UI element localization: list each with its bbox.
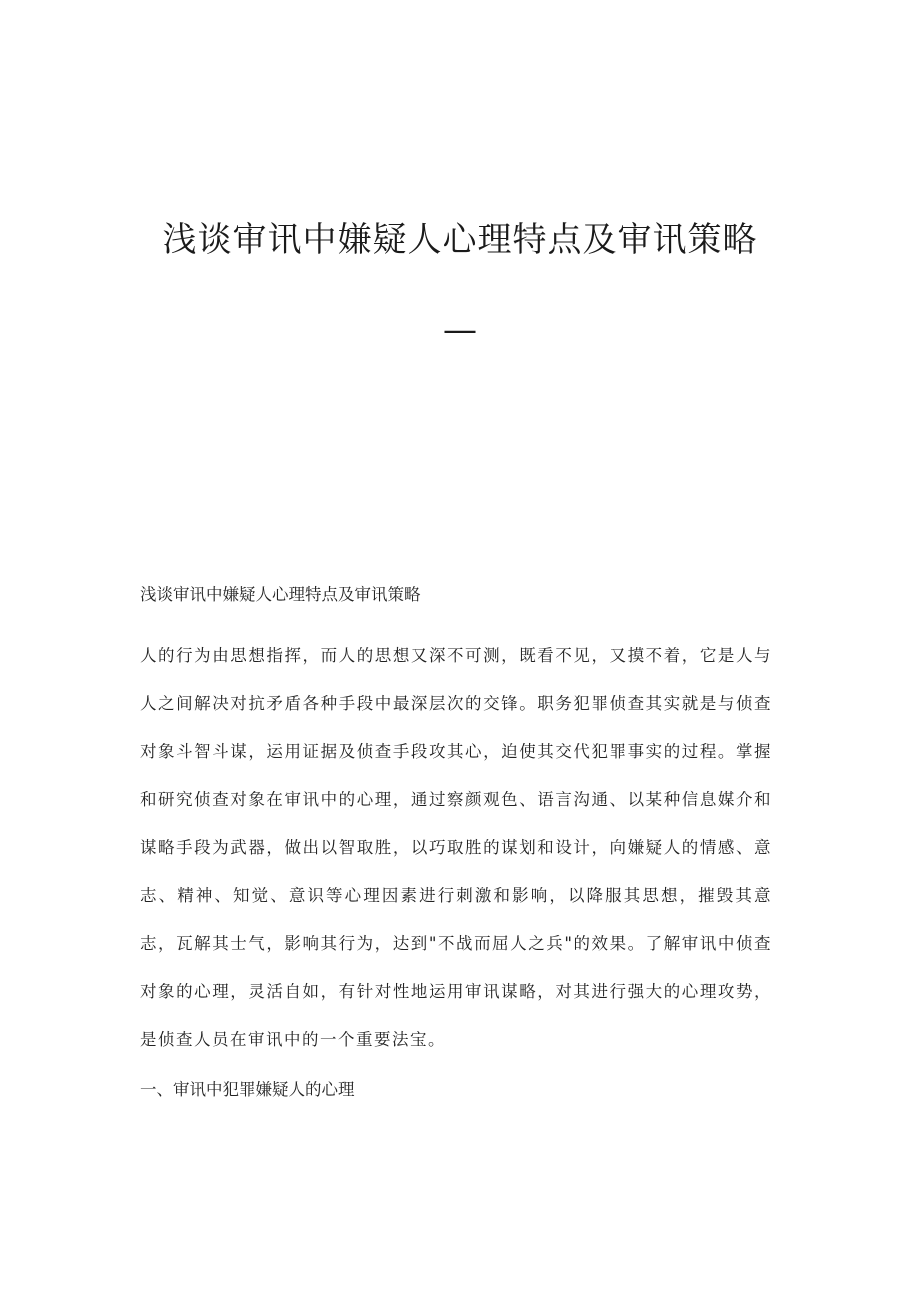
- body-paragraph: 人的行为由思想指挥，而人的思想又深不可测，既看不见，又摸不着，它是人与人之间解决对抗矛盾各种手段中最深层次的交锋。职务犯罪侦查其实就是与侦查对象斗智斗谋，运用证据及侦查手段攻其心，迫使其交代犯罪事实的过程。掌握和研究侦查对象在审讯中的心理，通过察颜观色、语言沟通、以某种信息媒介和谋略手段为武器，做出以智取胜，以巧取胜的谋划和设计，向嫌疑人的情感、意志、精神、知觉、意识等心理因素进行刺激和影响，以降服其思想，摧毁其意志，瓦解其士气，影响其行为，达到"不战而屈人之兵"的效果。了解审讯中侦查对象的心理，灵活自如，有针对性地运用审讯谋略，对其进行强大的心理攻势，是侦查人员在审讯中的一个重要法宝。: [140, 646, 772, 1049]
- section-heading: 一、审讯中犯罪嫌疑人的心理: [140, 1080, 355, 1099]
- document-title: 浅谈审讯中嫌疑人心理特点及审讯策略: [162, 220, 758, 260]
- title-dash: —: [443, 310, 477, 350]
- document-subtitle: 浅谈审讯中嫌疑人心理特点及审讯策略: [140, 585, 421, 604]
